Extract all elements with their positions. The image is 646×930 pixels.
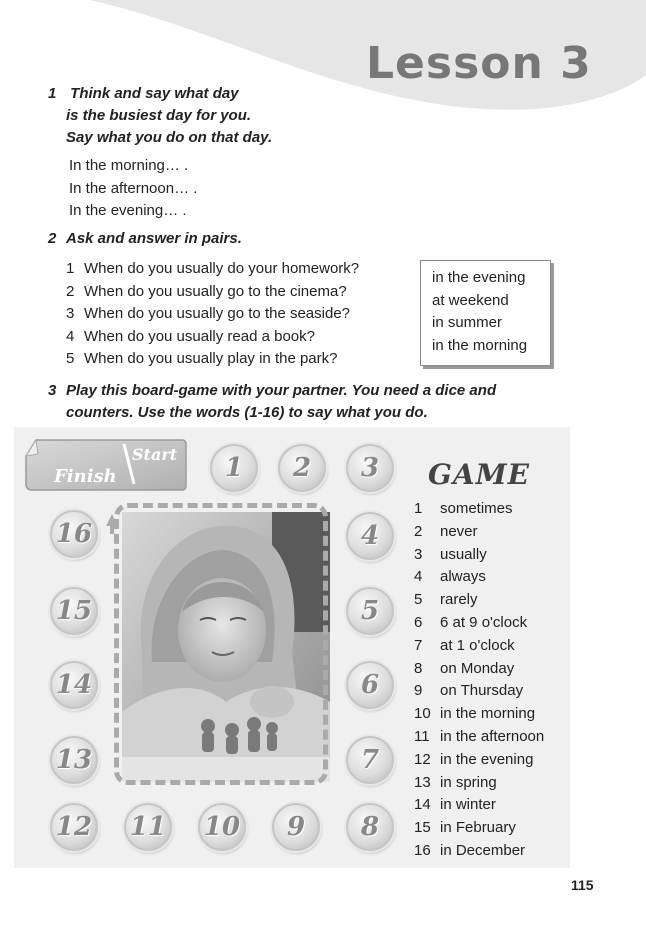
square-11: 11 [124,803,172,851]
task-1-line-1: Think and say what day [70,85,239,102]
square-8: 8 [346,803,394,851]
task-3-instruction [48,380,496,424]
page-number: 115 [571,877,594,893]
answer-item: in the evening [432,269,526,286]
question-item: 5 When do you usually play in the park? [66,350,338,368]
game-word-item: 13 in spring [414,773,497,791]
question-item: 1 When do you usually do your homework? [66,260,360,277]
question-item: 4 When do you usually read a book? [66,327,315,345]
game-word-item: 4 always [414,568,486,586]
task-1-line-2: is the busiest day for you. [66,107,252,124]
square-12: 12 [50,803,98,851]
task-2-text: Ask and answer in pairs. [66,230,242,247]
game-word-item: 9 on Thursday [414,682,524,700]
lesson-title: Lesson 3 [366,38,592,89]
game-word-item: 6 6 at 9 o'clock [414,613,528,631]
game-word-item: 1 sometimes [414,500,513,517]
game-word-item: 14 in winter [414,796,496,814]
game-title: GAME [428,458,530,491]
answer-item: at weekend [432,291,509,309]
game-word-item: 8 on Monday [414,659,515,677]
game-word-item: 7 at 1 o'clock [414,636,515,654]
game-word-item: 2 never [414,522,478,540]
game-word-item: 12 in the evening [414,750,534,768]
task-1-number: 1 [48,85,57,102]
task-3-line-2: counters. Use the words (1-16) to say what you do. [66,404,428,421]
square-5: 5 [346,587,394,635]
answer-box [420,260,551,366]
game-word-item: 3 usually [414,545,487,563]
game-word-item: 16 in December [414,841,526,859]
game-word-list [414,498,544,863]
photo-dashed-frame [114,503,328,785]
square-6: 6 [346,661,394,709]
prompt-afternoon: In the afternoon… . [69,179,198,197]
square-15: 15 [50,587,98,635]
square-14: 14 [50,661,98,709]
question-item: 3 When do you usually go to the seaside? [66,305,351,323]
game-word-item: 5 rarely [414,591,478,609]
question-list [66,258,359,371]
task-1-prompts [69,155,197,223]
square-10: 10 [198,803,246,851]
square-16: 16 [50,510,98,558]
task-3-number: 3 [48,382,57,399]
square-2: 2 [278,444,326,492]
task-1-instruction [48,83,272,149]
question-item: 2 When do you usually go to the cinema? [66,282,347,300]
prompt-morning: In the morning… . [69,157,189,174]
task-3-line-1: Play this board-game with your partner. You need a dice and [66,382,497,399]
task-2-number: 2 [48,230,57,247]
game-word-item: 11 in the afternoon [414,727,545,745]
start-label: Start [132,445,178,464]
game-word-item: 10 in the morning [414,705,536,723]
answer-item: in the morning [432,336,528,354]
task-2-instruction [48,228,242,250]
square-1: 1 [210,444,258,492]
prompt-evening: In the evening… . [69,202,187,219]
finish-start-sign [22,436,188,492]
square-7: 7 [346,736,394,784]
square-13: 13 [50,736,98,784]
answer-item: in summer [432,314,503,331]
square-9: 9 [272,803,320,851]
finish-label: Finish [54,466,117,487]
task-1-line-3: Say what you do on that day. [66,129,273,146]
square-4: 4 [346,512,394,560]
square-3: 3 [346,444,394,492]
game-word-item: 15 in February [414,819,516,837]
